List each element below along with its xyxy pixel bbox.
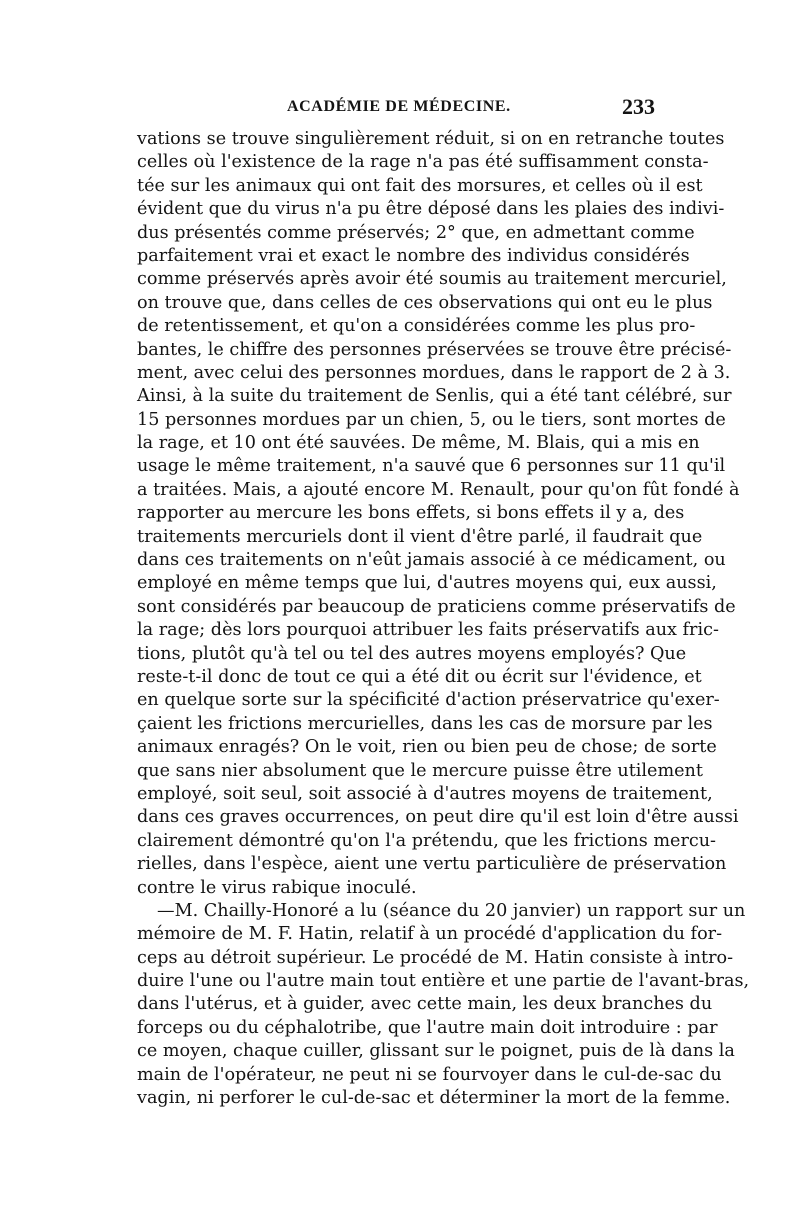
- text-line: rielles, dans l'espèce, aient une vertu particulière de préservation: [137, 854, 727, 875]
- text-line: que sans nier absolument que le mercure puisse être utilement: [137, 760, 703, 781]
- text-line: bantes, le chiffre des personnes préservées se trouve être précisé-: [137, 339, 732, 360]
- text-line: 15 personnes mordues par un chien, 5, ou le tiers, sont mortes de: [137, 409, 726, 430]
- text-line: vations se trouve singulièrement réduit, si on en retranche toutes: [137, 129, 725, 149]
- text-line: Ainsi, à la suite du traitement de Senlis, qui a été tant célébré, sur: [137, 386, 732, 407]
- text-line: dans l'utérus, et à guider, avec cette main, les deux branches du: [137, 994, 713, 1015]
- text-body: [137, 128, 750, 1110]
- page-number: 233: [622, 94, 655, 119]
- text-line: ceps au détroit supérieur. Le procédé de M. Hatin consiste à intro-: [137, 947, 734, 968]
- text-line: —M. Chailly-Honoré a lu (séance du 20 janvier) un rapport sur un: [157, 900, 746, 921]
- text-line: ment, avec celui des personnes mordues, dans le rapport de 2 à 3.: [137, 362, 731, 383]
- text-line: main de l'opérateur, ne peut ni se fourvoyer dans le cul-de-sac du: [137, 1064, 722, 1085]
- text-line: sont considérés par beaucoup de praticiens comme préservatifs de: [137, 596, 736, 617]
- text-line: on trouve que, dans celles de ces observations qui ont eu le plus: [137, 292, 713, 313]
- text-line: en quelque sorte sur la spécificité d'action préservatrice qu'exer-: [137, 690, 720, 711]
- text-line: duire l'une ou l'autre main tout entière et une partie de l'avant-bras,: [137, 971, 750, 992]
- text-line: clairement démontré qu'on l'a prétendu, que les frictions mercu-: [137, 830, 716, 851]
- text-line: dus présentés comme préservés; 2° que, en admettant comme: [137, 222, 695, 243]
- text-line: parfaitement vrai et exact le nombre des individus considérés: [137, 245, 690, 266]
- text-line: a traitées. Mais, a ajouté encore M. Renault, pour qu'on fût fondé à: [137, 479, 740, 500]
- paragraph-end-line: vagin, ni perforer le cul-de-sac et déterminer la mort de la femme.: [137, 1088, 731, 1109]
- text-line: comme préservés après avoir été soumis au traitement mercuriel,: [137, 269, 727, 290]
- text-line: celles où l'existence de la rage n'a pas été suffisamment consta-: [137, 152, 709, 173]
- text-line: rapporter au mercure les bons effets, si bons effets il y a, des: [137, 503, 685, 524]
- text-line: la rage; dès lors pourquoi attribuer les faits préservatifs aux fric-: [137, 620, 719, 641]
- text-line: mémoire de M. F. Hatin, relatif à un procédé d'application du for-: [137, 924, 723, 945]
- text-line: forceps ou du céphalotribe, que l'autre main doit introduire : par: [137, 1017, 718, 1038]
- running-title: ACADÉMIE DE MÉDECINE.: [287, 98, 511, 115]
- text-line: la rage, et 10 ont été sauvées. De même, M. Blais, qui a mis en: [137, 433, 700, 454]
- text-line: évident que du virus n'a pu être déposé dans les plaies des indivi-: [137, 199, 725, 220]
- text-line: employé en même temps que lui, d'autres moyens qui, eux aussi,: [137, 573, 717, 594]
- text-line: tée sur les animaux qui ont fait des morsures, et celles où il est: [137, 175, 703, 196]
- text-line: tions, plutôt qu'à tel ou tel des autres moyens employés? Que: [137, 643, 687, 664]
- text-line: çaient les frictions mercurielles, dans les cas de morsure par les: [137, 713, 713, 734]
- text-line: animaux enragés? On le voit, rien ou bien peu de chose; de sorte: [137, 737, 717, 758]
- text-line: employé, soit seul, soit associé à d'autres moyens de traitement,: [137, 783, 713, 804]
- paragraph-end-line: contre le virus rabique inoculé.: [137, 877, 417, 898]
- text-line: ce moyen, chaque cuiller, glissant sur le poignet, puis de là dans la: [137, 1041, 735, 1062]
- running-head: [137, 96, 655, 126]
- text-line: de retentissement, et qu'on a considérées comme les plus pro-: [137, 316, 696, 337]
- text-line: dans ces graves occurrences, on peut dire qu'il est loin d'être aussi: [137, 807, 739, 828]
- text-line: usage le même traitement, n'a sauvé que 6 personnes sur 11 qu'il: [137, 456, 726, 477]
- text-line: traitements mercuriels dont il vient d'être parlé, il faudrait que: [137, 526, 703, 547]
- text-line: dans ces traitements on n'eût jamais associé à ce médicament, ou: [137, 550, 726, 571]
- text-line: reste-t-il donc de tout ce qui a été dit ou écrit sur l'évidence, et: [137, 666, 702, 687]
